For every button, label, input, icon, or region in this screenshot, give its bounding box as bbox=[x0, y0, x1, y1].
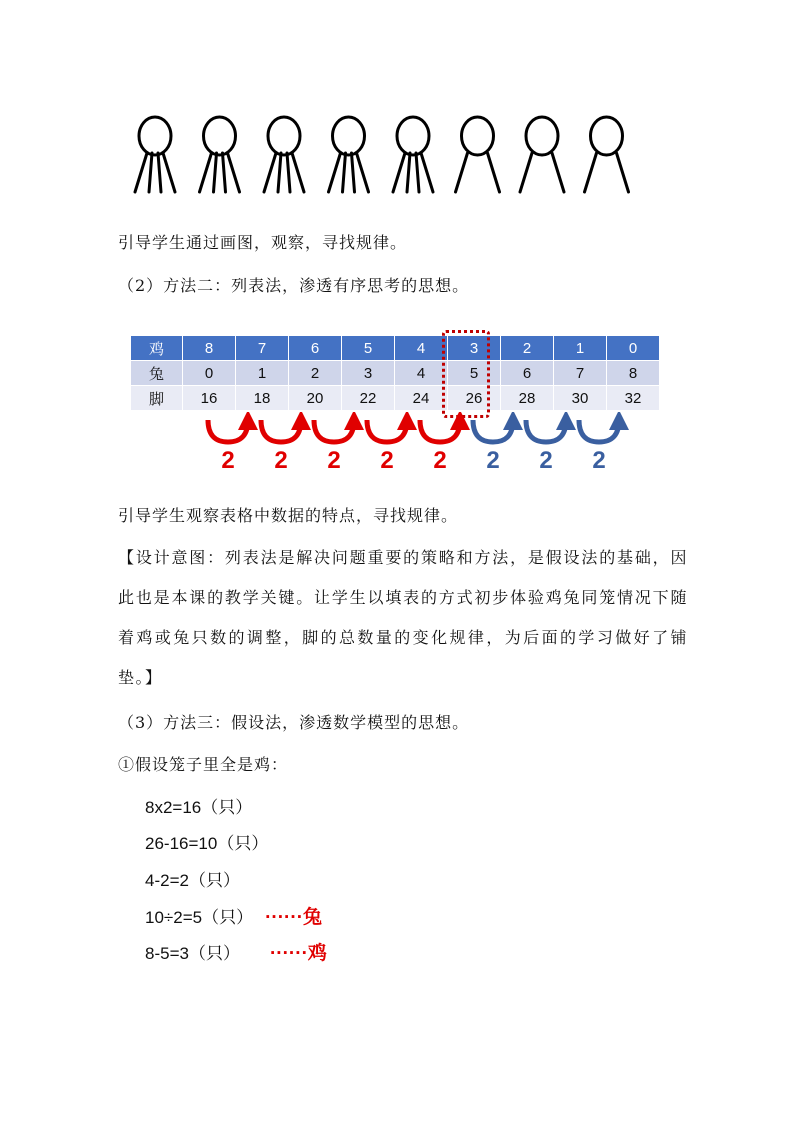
paragraph-drawing-guidance: 引导学生通过画图，观察，寻找规律。 bbox=[118, 233, 408, 252]
equation-expression: 8x2=16（只） bbox=[145, 798, 253, 817]
table-cell: 24 bbox=[395, 386, 448, 411]
rabbit-figure bbox=[135, 117, 175, 192]
table-cell: 7 bbox=[554, 361, 607, 386]
curved-arrow bbox=[473, 420, 513, 442]
table-cell: 16 bbox=[183, 386, 236, 411]
table-row-chicken bbox=[131, 336, 660, 361]
row-header: 脚 bbox=[131, 386, 183, 411]
equation-line bbox=[145, 793, 252, 818]
arrow-label: 2 bbox=[327, 447, 341, 474]
rabbit-figure bbox=[200, 117, 240, 192]
table-cell: 32 bbox=[607, 386, 660, 411]
table-cell: 2 bbox=[289, 361, 342, 386]
table-cell: 30 bbox=[554, 386, 607, 411]
chicken-figure bbox=[456, 117, 500, 192]
table-cell: 6 bbox=[501, 361, 554, 386]
table-cell: 4 bbox=[395, 336, 448, 361]
design-intent-paragraph: 【设计意图：列表法是解决问题重要的策略和方法，是假设法的基础，因此也是本课的教学关键。让学生以填表的方式初步体验鸡兔同笼情况下随着鸡或兔只数的调整，脚的总数量的变化规律，为后面的学习做好了铺垫。】 bbox=[118, 548, 688, 687]
table-cell: 2 bbox=[501, 336, 554, 361]
enumeration-table bbox=[131, 336, 660, 411]
arrow-label: 2 bbox=[433, 447, 447, 474]
rabbit-figure bbox=[264, 117, 304, 192]
curved-arrow bbox=[420, 420, 460, 442]
table-cell: 22 bbox=[342, 386, 395, 411]
equation-line bbox=[145, 866, 240, 891]
table-cell: 8 bbox=[607, 361, 660, 386]
table-cell: 4 bbox=[395, 361, 448, 386]
table-cell: 0 bbox=[183, 361, 236, 386]
arrow-label: 2 bbox=[486, 447, 500, 474]
curved-arrow bbox=[208, 420, 248, 442]
equation-line bbox=[145, 938, 327, 965]
table-cell: 5 bbox=[448, 361, 501, 386]
paragraph-table-guidance: 引导学生观察表格中数据的特点，寻找规律。 bbox=[118, 506, 459, 525]
row-header: 兔 bbox=[131, 361, 183, 386]
arrow-label: 2 bbox=[380, 447, 394, 474]
equation-result-chicken: ······鸡 bbox=[269, 943, 327, 964]
stick-figure-drawing bbox=[120, 110, 650, 205]
equation-result-rabbit: ······兔 bbox=[265, 907, 323, 928]
curved-arrow bbox=[367, 420, 407, 442]
table-cell: 0 bbox=[607, 336, 660, 361]
table-row-feet bbox=[131, 386, 660, 411]
equation-expression: 4-2=2（只） bbox=[145, 871, 240, 890]
arrow-label: 2 bbox=[539, 447, 553, 474]
table-cell: 3 bbox=[342, 361, 395, 386]
table-cell: 26 bbox=[448, 386, 501, 411]
table-cell: 5 bbox=[342, 336, 395, 361]
table-row-rabbit bbox=[131, 361, 660, 386]
row-header: 鸡 bbox=[131, 336, 183, 361]
table-cell: 28 bbox=[501, 386, 554, 411]
equation-expression: 26-16=10（只） bbox=[145, 834, 269, 853]
highlight-answer-column-box bbox=[442, 330, 490, 418]
arrow-label: 2 bbox=[221, 447, 235, 474]
curved-arrows-diagram bbox=[180, 412, 650, 474]
curved-arrow bbox=[261, 420, 301, 442]
curved-arrow bbox=[314, 420, 354, 442]
chicken-figure bbox=[520, 117, 564, 192]
table-cell: 1 bbox=[554, 336, 607, 361]
table-cell: 3 bbox=[448, 336, 501, 361]
table-cell: 18 bbox=[236, 386, 289, 411]
equation-line bbox=[145, 829, 268, 854]
curved-arrow bbox=[526, 420, 566, 442]
equation-expression: 10÷2=5（只） bbox=[145, 908, 254, 927]
table-cell: 1 bbox=[236, 361, 289, 386]
equation-line bbox=[145, 902, 322, 929]
table-cell: 7 bbox=[236, 336, 289, 361]
table-cell: 20 bbox=[289, 386, 342, 411]
equation-expression: 8-5=3（只） bbox=[145, 944, 240, 963]
table-cell: 8 bbox=[183, 336, 236, 361]
rabbit-figure bbox=[329, 117, 369, 192]
rabbit-figure bbox=[393, 117, 433, 192]
table-cell: 6 bbox=[289, 336, 342, 361]
heading-method-three: （3）方法三：假设法，渗透数学模型的思想。 bbox=[118, 713, 470, 732]
assumption-line: ①假设笼子里全是鸡： bbox=[118, 755, 289, 774]
arrow-label: 2 bbox=[274, 447, 288, 474]
heading-method-two: （2）方法二：列表法，渗透有序思考的思想。 bbox=[118, 276, 470, 295]
curved-arrow bbox=[579, 420, 619, 442]
arrow-label: 2 bbox=[592, 447, 606, 474]
chicken-figure bbox=[585, 117, 629, 192]
